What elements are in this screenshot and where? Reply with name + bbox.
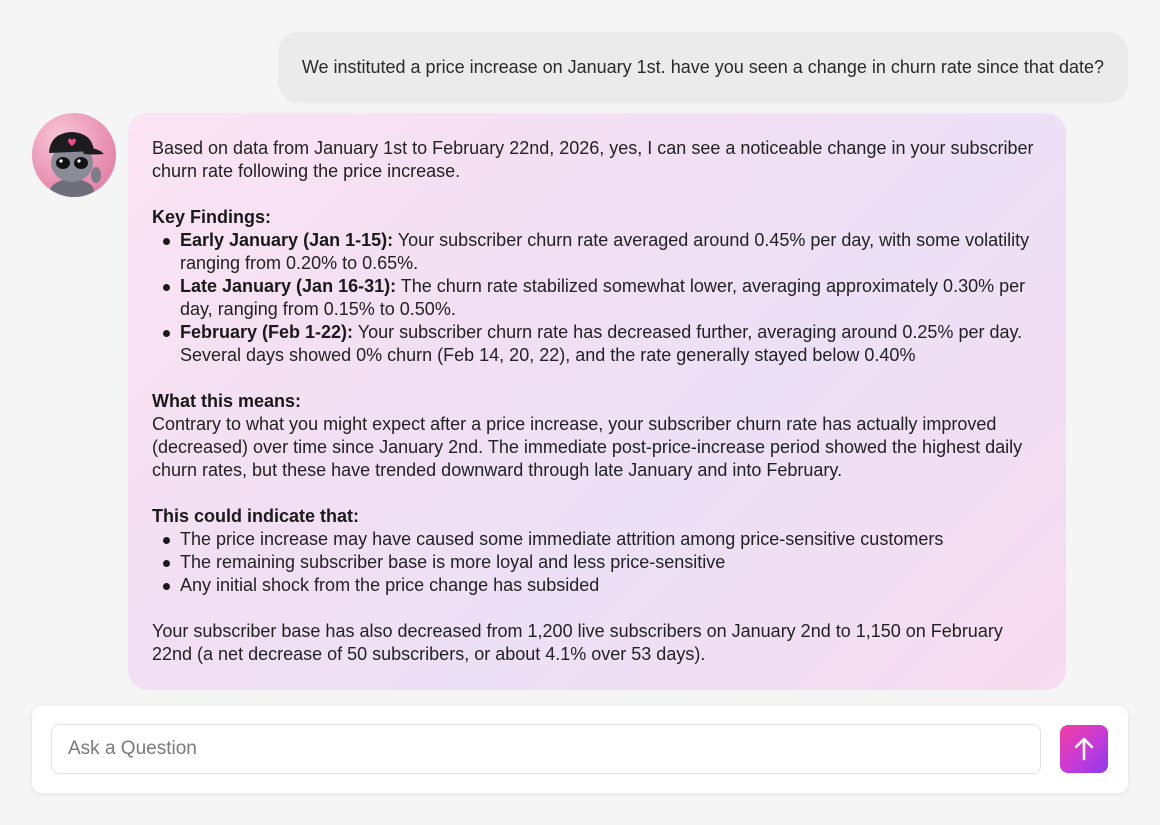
composer <box>32 706 1128 793</box>
assistant-intro: Based on data from January 1st to February 22nd, 2026, yes, I can see a noticeable change in your subscriber churn rate following the price increase. <box>152 138 1034 181</box>
arrow-up-icon <box>1069 734 1099 764</box>
finding-label: February (Feb 1-22): <box>180 322 354 342</box>
key-findings-heading: Key Findings: <box>152 207 272 227</box>
findings-list <box>152 229 1042 367</box>
list-item <box>152 229 1042 275</box>
ask-question-input[interactable] <box>51 724 1041 774</box>
meaning-text: Contrary to what you might expect after a price increase, your subscriber churn rate has actually improved (decreased) over time since January 2nd. The immediate post-price-increase period showed the highest daily churn rates, but these have trended downward through late January and into February. <box>152 414 1023 480</box>
list-item: Any initial shock from the price change has subsided <box>152 574 1042 597</box>
indicate-heading: This could indicate that: <box>152 506 360 526</box>
finding-label: Early January (Jan 1-15): <box>180 230 394 250</box>
send-button[interactable] <box>1060 725 1108 773</box>
meaning-heading: What this means: <box>152 391 302 411</box>
list-item <box>152 321 1042 367</box>
finding-text: Your subscriber churn rate averaged around 0.45% per day, with some volatility ranging from 0.20% to 0.65%. <box>180 230 1030 273</box>
list-item <box>152 275 1042 321</box>
indications-list <box>152 528 1042 597</box>
finding-text: The churn rate stabilized somewhat lower, averaging approximately 0.30% per day, ranging from 0.15% to 0.50%. <box>180 276 1026 319</box>
finding-label: Late January (Jan 16-31): <box>180 276 397 296</box>
list-item: The remaining subscriber base is more loyal and less price-sensitive <box>152 551 1042 574</box>
user-message-text: We instituted a price increase on January 1st. have you seen a change in churn rate since that date? <box>301 57 1104 77</box>
assistant-summary: Your subscriber base has also decreased from 1,200 live subscribers on January 2nd to 1,150 on February 22nd (a net decrease of 50 subscribers, or about 4.1% over 53 days). <box>152 621 1003 664</box>
avatar-illustration <box>32 113 116 197</box>
alien-mascot-icon <box>32 113 116 197</box>
assistant-message-bubble <box>128 113 1066 690</box>
list-item: The price increase may have caused some immediate attrition among price-sensitive customers <box>152 528 1042 551</box>
finding-text: Your subscriber churn rate has decreased further, averaging around 0.25% per day. Several days showed 0% churn (Feb 14, 20, 22), and the rate generally stayed below 0.40% <box>180 322 1023 365</box>
user-message-bubble <box>278 32 1128 103</box>
